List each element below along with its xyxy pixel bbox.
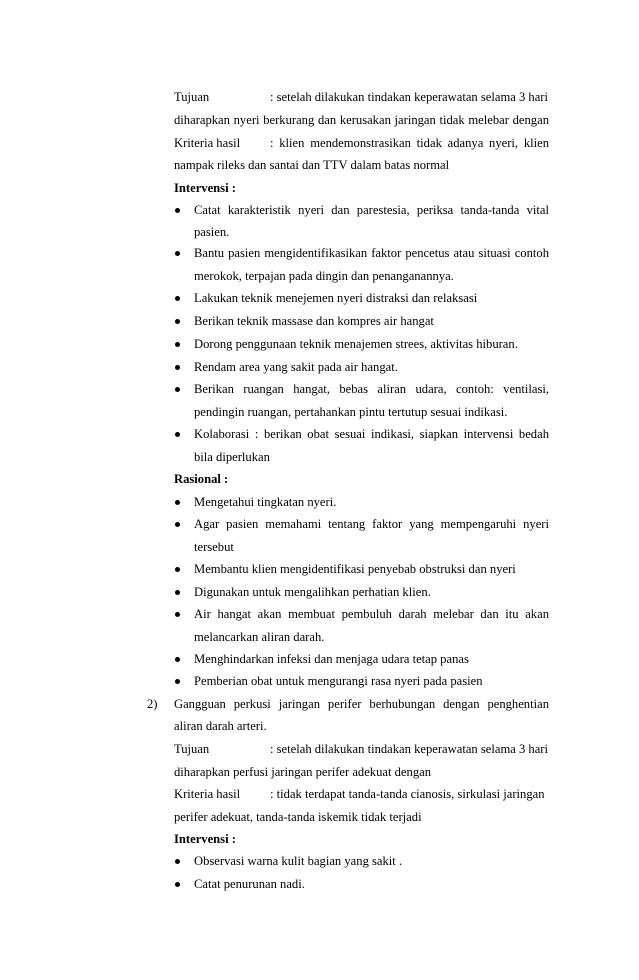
bullet-marker — [175, 387, 180, 392]
list-item: Pemberian obat untuk mengurangi rasa nyeri pada pasien — [194, 674, 483, 688]
list-item-continuation: pasien. — [194, 225, 230, 239]
list-item: Lakukan teknik menejemen nyeri distraksi dan relaksasi — [194, 291, 478, 305]
bullet-marker — [175, 567, 180, 572]
intervensi-heading: Intervensi : — [174, 832, 236, 846]
list-item: Menghindarkan infeksi dan menjaga udara tetap panas — [194, 652, 469, 666]
tujuan-text: : setelah dilakukan tindakan keperawatan selama 3 hari — [270, 742, 548, 756]
list-item: Rendam area yang sakit pada air hangat. — [194, 360, 398, 374]
bullet-marker — [175, 522, 180, 527]
bullet-marker — [175, 432, 180, 437]
list-item-continuation: tersebut — [194, 540, 234, 554]
tujuan-label: Tujuan — [174, 742, 210, 756]
tujuan-text: : setelah dilakukan tindakan keperawatan selama 3 hari — [270, 90, 548, 104]
kriteria-text: : klien mendemonstrasikan tidak adanya nyeri, klien — [270, 136, 549, 150]
tujuan-line-1 — [174, 741, 549, 757]
list-item-continuation: pendingin ruangan, pertahankan pintu tertutup sesuai indikasi. — [194, 405, 508, 419]
list-item: Digunakan untuk mengalihkan perhatian klien. — [194, 585, 431, 599]
bullet-marker — [175, 590, 180, 595]
section-number: 2) — [147, 697, 158, 711]
list-item: Bantu pasien mengidentifikasikan faktor pencetus atau situasi contoh — [194, 246, 549, 260]
bullet-marker — [175, 657, 180, 662]
bullet-marker — [175, 296, 180, 301]
bullet-marker — [175, 679, 180, 684]
list-item-continuation: bila diperlukan — [194, 450, 270, 464]
list-item: Catat penurunan nadi. — [194, 877, 305, 891]
bullet-marker — [175, 319, 180, 324]
list-item: Air hangat akan membuat pembuluh darah melebar dan itu akan — [194, 607, 549, 621]
list-item: Catat karakteristik nyeri dan parestesia, periksa tanda-tanda vital — [194, 203, 549, 217]
list-item-continuation: melancarkan aliran darah. — [194, 630, 325, 644]
bullet-marker — [175, 859, 180, 864]
list-item: Dorong penggunaan teknik menajemen strees, aktivitas hiburan. — [194, 337, 518, 351]
bullet-marker — [175, 365, 180, 370]
kriteria-label: Kriteria hasil — [174, 787, 241, 801]
rasional-heading: Rasional : — [174, 472, 229, 486]
bullet-marker — [175, 208, 180, 213]
kriteria-line-1 — [174, 786, 549, 802]
list-item: Agar pasien memahami tentang faktor yang mempengaruhi nyeri — [194, 517, 549, 531]
bullet-marker — [175, 251, 180, 256]
bullet-marker — [175, 882, 180, 887]
kriteria-label: Kriteria hasil — [174, 136, 241, 150]
section-title-continuation: aliran darah arteri. — [174, 719, 267, 733]
kriteria-text: : tidak terdapat tanda-tanda cianosis, sirkulasi jaringan — [270, 787, 545, 801]
kriteria-line-2: perifer adekuat, tanda-tanda iskemik tidak terjadi — [174, 810, 422, 824]
bullet-marker — [175, 612, 180, 617]
intervensi-heading: Intervensi : — [174, 181, 236, 195]
list-item: Kolaborasi : berikan obat sesuai indikasi, siapkan intervensi bedah — [194, 427, 549, 441]
kriteria-line-2: nampak rileks dan santai dan TTV dalam batas normal — [174, 158, 450, 172]
list-item: Berikan ruangan hangat, bebas aliran udara, contoh: ventilasi, — [194, 382, 549, 396]
bullet-marker — [175, 342, 180, 347]
tujuan-line-1 — [174, 89, 549, 105]
tujuan-line-2: diharapkan perfusi jaringan perifer adekuat dengan — [174, 765, 432, 779]
tujuan-label: Tujuan — [174, 90, 210, 104]
list-item: Observasi warna kulit bagian yang sakit . — [194, 854, 403, 868]
section-title: Gangguan perkusi jaringan perifer berhubungan dengan penghentian — [174, 697, 549, 711]
tujuan-line-2: diharapkan nyeri berkurang dan kerusakan jaringan tidak melebar dengan — [174, 113, 549, 127]
list-item: Berikan teknik massase dan kompres air hangat — [194, 314, 434, 328]
list-item-continuation: merokok, terpajan pada dingin dan penanganannya. — [194, 269, 454, 283]
list-item: Membantu klien mengidentifikasi penyebab obstruksi dan nyeri — [194, 562, 516, 576]
kriteria-line-1 — [174, 135, 549, 151]
list-item: Mengetahui tingkatan nyeri. — [194, 495, 337, 509]
bullet-marker — [175, 500, 180, 505]
